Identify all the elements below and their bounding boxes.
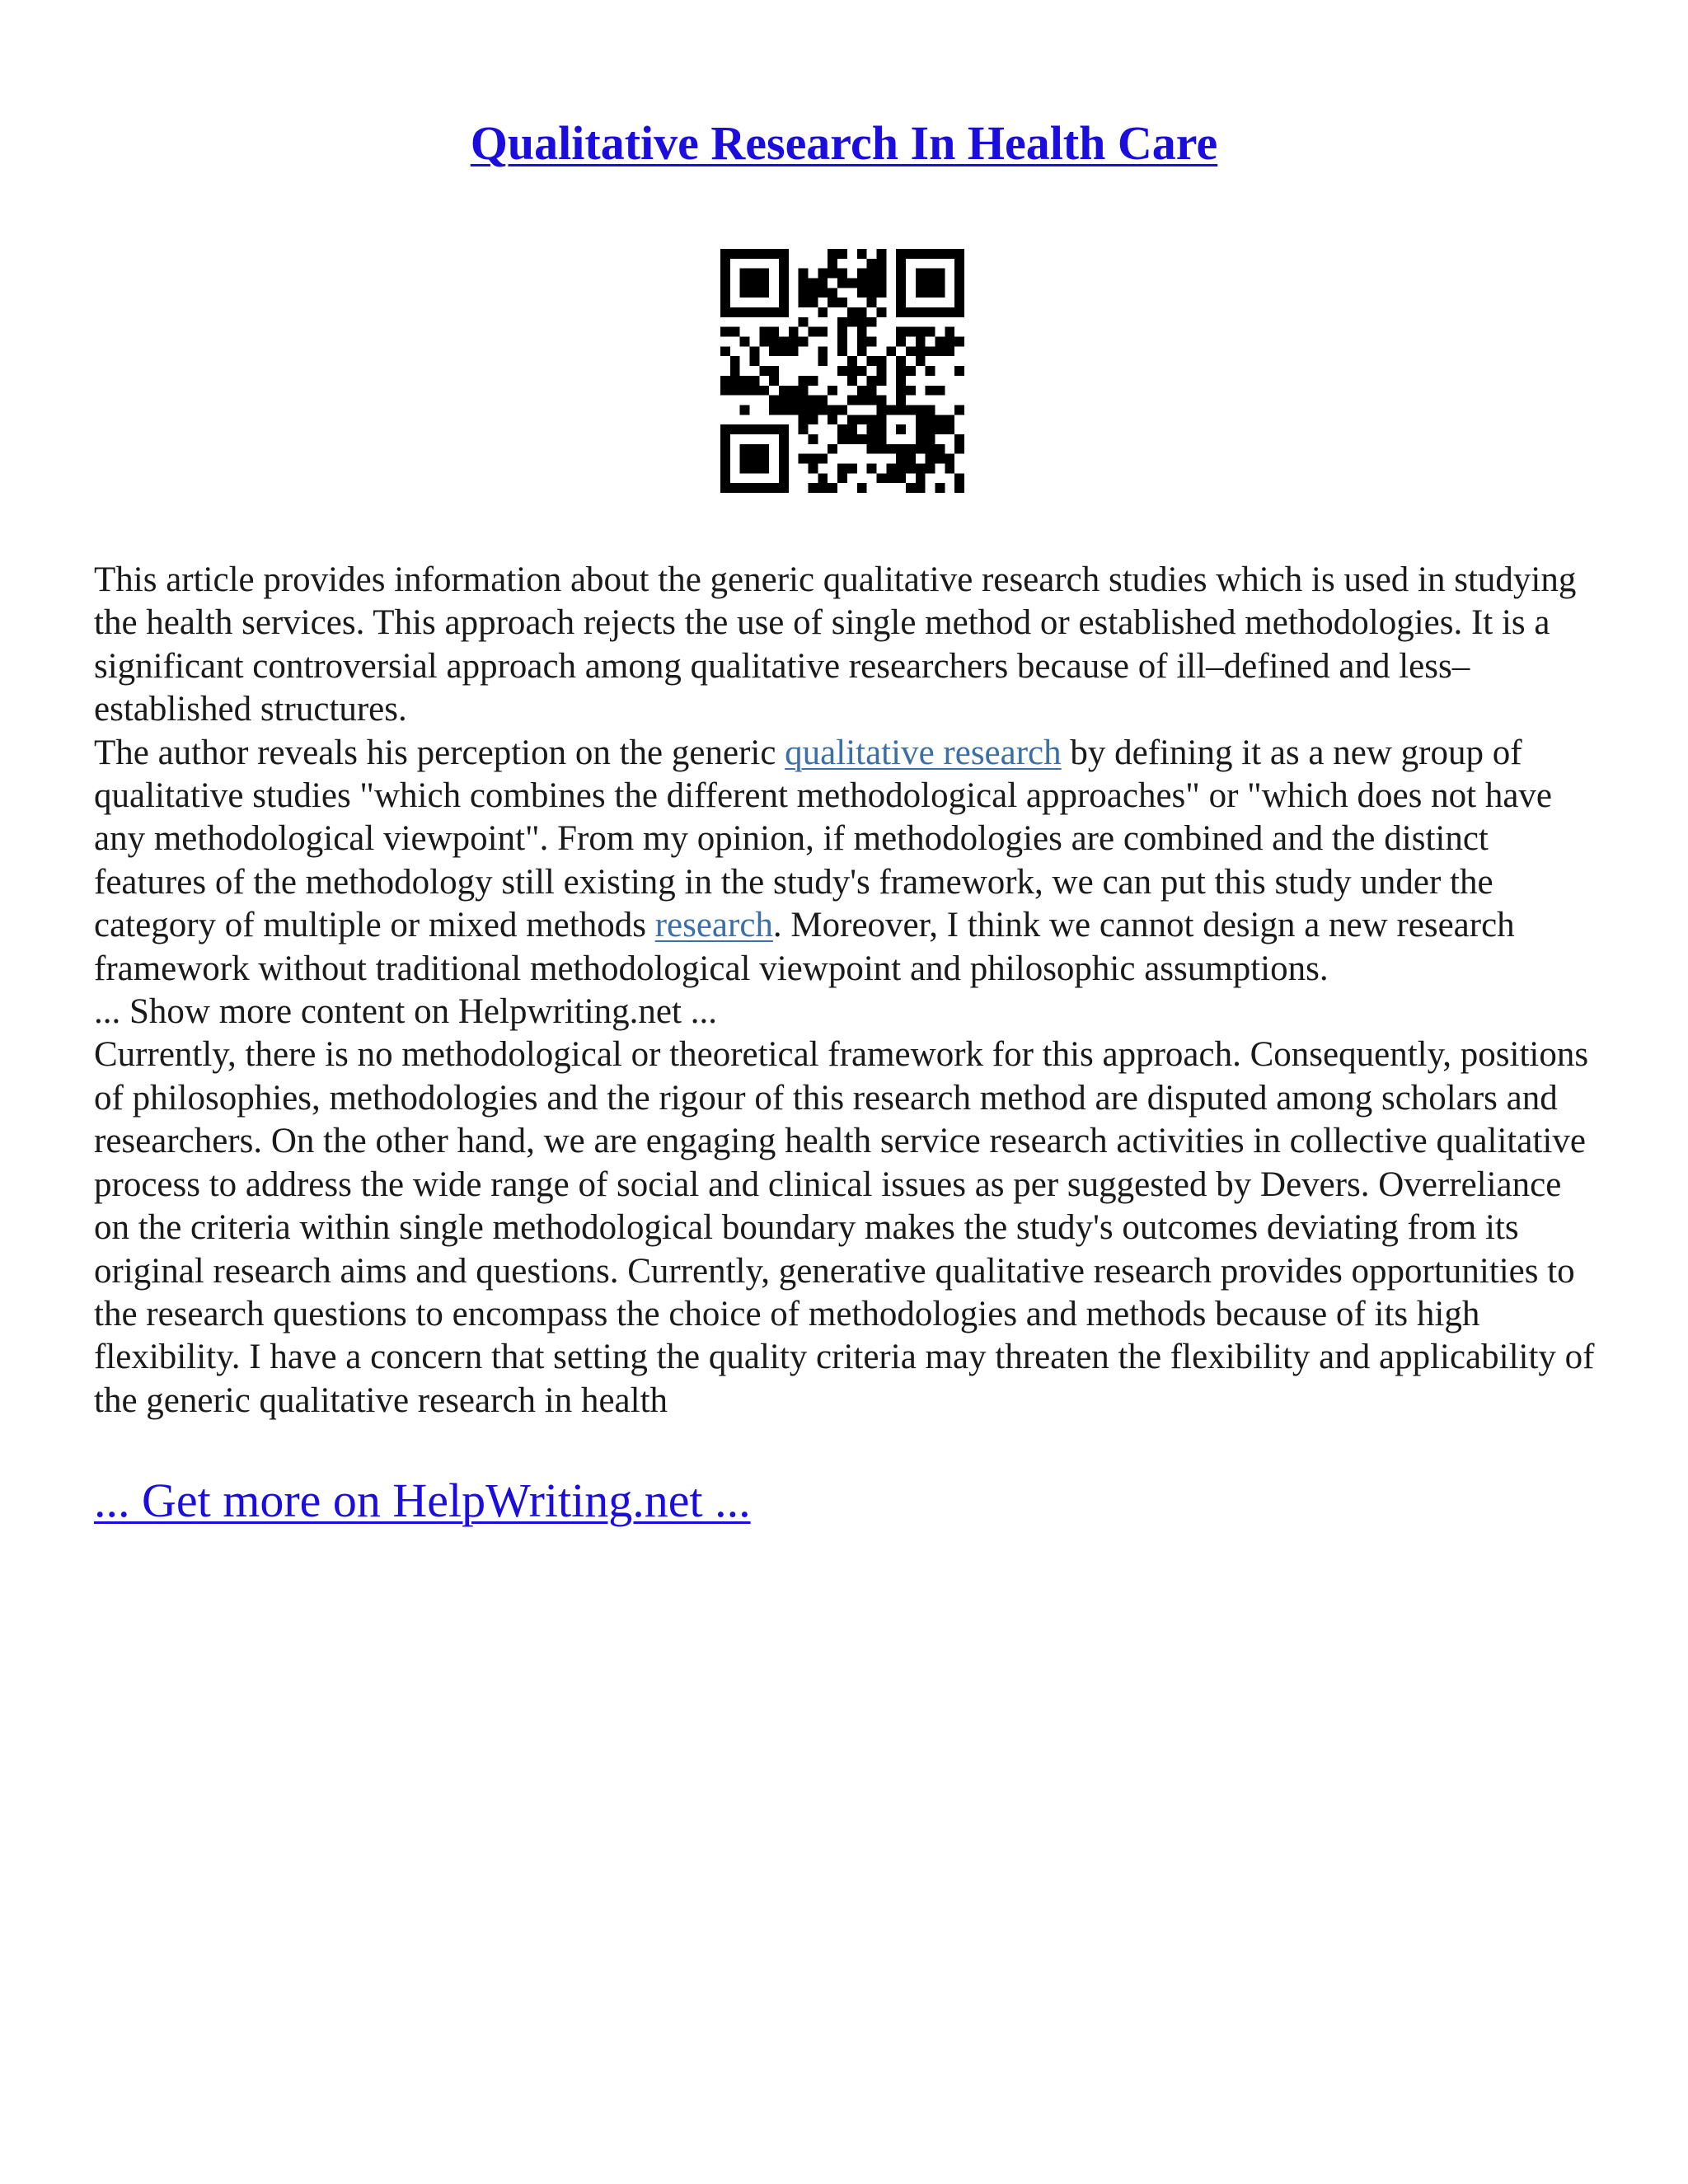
paragraph-3: Currently, there is no methodological or theoretical framework for this approach. Consequently, positions of philosophies, methodologies and the rigour of this research method are disputed among scholars and researchers. On the other hand, we are engaging health service research activities in collective qualitative process to address the wide range of social and clinical issues as per suggested by Devers. Overreliance on the criteria within single methodological boundary makes the study's outcomes deviating from its original research aims and questions. Currently, generative qualitative research provides opportunities to the research questions to encompass the choice of methodologies and methods because of its high flexibility. I have a concern that setting the quality criteria may threaten the flexibility and applicability of the generic qualitative research in health [94, 1035, 1595, 1420]
qr-code-icon [720, 249, 964, 493]
paragraph-2-text-a: The author reveals his perception on the generic [94, 733, 785, 772]
get-more-container [94, 1472, 751, 1530]
paragraph-1: This article provides information about the generic qualitative research studies which is used in studying the health services. This approach rejects the use of single method or established methodologies. It is a significant controversial approach among qualitative researchers because of ill–defined and less–established structures. [94, 560, 1577, 729]
get-more-link[interactable]: ... Get more on HelpWriting.net ... [94, 1474, 751, 1527]
qualitative-research-link[interactable]: qualitative research [785, 733, 1062, 772]
show-more-text: ... Show more content on Helpwriting.net ... [94, 992, 717, 1032]
paragraph-2 [94, 732, 1602, 991]
page-title [0, 114, 1688, 173]
research-link[interactable]: research [654, 906, 773, 945]
article-body [94, 559, 1602, 1422]
qr-code-graphic [720, 249, 964, 493]
paragraph-2-text-c: . Moreover, I think we cannot design a new research framework without traditional methodological viewpoint and philosophic assumptions. [94, 906, 1515, 988]
paragraph-2-text-b: by defining it as a new group of qualitative studies "which combines the different methodological approaches" or "which does not have any methodological viewpoint". From my opinion, if methodologies are combined and the distinct features of the methodology still existing in the study's framework, we can put this study under the category of multiple or mixed methods [94, 733, 1552, 945]
title-link[interactable]: Qualitative Research In Health Care [470, 116, 1218, 170]
